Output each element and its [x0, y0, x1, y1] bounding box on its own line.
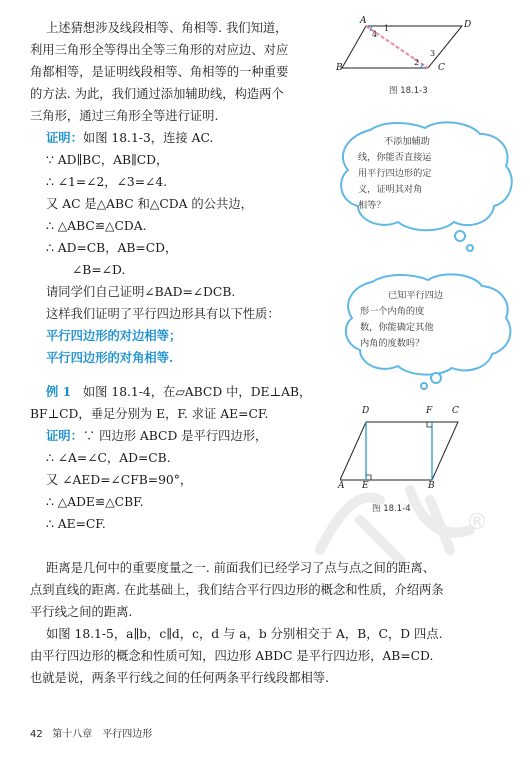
cloud1-line-1: 不添加辅助 — [384, 136, 430, 147]
fig2-caption: 图 18.1-4 — [372, 504, 411, 514]
proof1-line-2: ∴ ∠1=∠2，∠3=∠4. — [46, 175, 168, 189]
registered-mark: ® — [466, 510, 488, 535]
para-line-2: 点到直线的距离. 在此基础上，我们结合平行四边形的概念和性质，介绍两条 — [30, 583, 444, 597]
example-proof-0: ∵ 四边形 ABCD 是平行四边形， — [82, 429, 268, 443]
fig1-label-1: 1 — [384, 24, 390, 33]
proof1-line-0 — [46, 130, 213, 146]
fig1-label-A: A — [360, 16, 367, 26]
cloud2-line-2: 形一个内角的度 — [360, 306, 425, 317]
chapter-title: 第十八章 平行四边形 — [52, 729, 153, 740]
cloud2-line-3: 数，你能确定其他 — [360, 322, 434, 333]
proof1-line-7: 请同学们自己证明∠BAD=∠DCB. — [46, 285, 236, 299]
cloud2-line-1: 已知平行四边 — [388, 290, 444, 301]
intro-line-5: 三角形，通过三角形全等进行证明. — [30, 109, 219, 123]
fig2-label-D: D — [362, 406, 370, 416]
cloud1-line-2: 线，你能否直接运 — [358, 152, 432, 163]
proof1-line-4: ∴ △ABC≌△CDA. — [46, 219, 147, 233]
para-line-6: 也就是说，两条平行线之间的任何两条平行线段都相等. — [30, 671, 330, 685]
cloud2-line-4: 内角的度数吗？ — [360, 338, 425, 349]
example-head: 例 1 — [46, 384, 72, 399]
intro-line-3: 角都相等，是证明线段相等、角相等的一种重要 — [30, 65, 289, 79]
fig1-label-B: B — [336, 63, 343, 73]
proof1-line-8: 这样我们证明了平行四边形具有以下性质： — [46, 307, 280, 321]
proof1-head: 证明： — [46, 130, 83, 145]
figure-18-1-3 — [336, 18, 476, 80]
cloud1-line-4: 义，证明其对角 — [358, 184, 423, 195]
property-opposite-angles: 平行四边形的对角相等. — [46, 350, 174, 365]
example-proof-1: ∴ ∠A=∠C，AD=CB. — [46, 451, 171, 465]
proof1-line-5: ∴ AD=CB，AB=CD， — [46, 241, 178, 255]
proof1-intro: 如图 18.1-3，连接 AC. — [82, 131, 214, 145]
proof1-line-1: ∵ AD∥BC，AB∥CD， — [46, 153, 169, 167]
fig1-label-C: C — [438, 63, 445, 73]
cloud1-line-5: 相等？ — [358, 200, 386, 211]
para-line-5: 由平行四边形的概念和性质可知，四边形 ABDC 是平行四边形，AB=CD. — [30, 649, 434, 663]
example-proof-3: ∴ △ADE≌△CBF. — [46, 495, 144, 509]
fig2-label-E: E — [362, 481, 369, 491]
example-line-2: BF⊥CD，垂足分别为 E，F. 求证 AE=CF. — [30, 407, 269, 421]
cloud1-line-3: 用平行四边形的定 — [358, 168, 432, 179]
fig2-label-B: B — [428, 481, 435, 491]
page-footer — [30, 725, 152, 740]
property-opposite-sides: 平行四边形的对边相等； — [46, 328, 182, 343]
intro-line-1: 上述猜想涉及线段相等、角相等. 我们知道， — [46, 21, 288, 35]
proof1-line-3: 又 AC 是△ABC 和△CDA 的公共边， — [46, 197, 253, 211]
intro-line-2: 利用三角形全等得出全等三角形的对应边、对应 — [30, 43, 289, 57]
fig2-label-C: C — [452, 406, 459, 416]
example-statement-1: 如图 18.1-4，在▱ABCD 中，DE⊥AB， — [82, 385, 312, 399]
para-line-3: 平行线之间的距离. — [30, 605, 133, 619]
example-proof-head: 证明： — [46, 428, 83, 443]
intro-line-4: 的方法. 为此，我们通过添加辅助线，构造两个 — [30, 87, 284, 101]
example-proof-line-0 — [46, 428, 267, 444]
fig2-label-A: A — [338, 481, 345, 491]
page-number: 42 — [30, 729, 43, 740]
example-proof-4: ∴ AE=CF. — [46, 517, 106, 531]
fig1-label-3: 3 — [430, 49, 436, 58]
fig2-label-F: F — [426, 406, 433, 416]
fig1-label-D: D — [464, 20, 472, 30]
fig1-caption: 图 18.1-3 — [389, 86, 428, 96]
example-line-1 — [46, 384, 311, 400]
proof1-line-6: ∠B=∠D. — [72, 263, 126, 277]
fig1-label-4: 4 — [372, 30, 378, 39]
example-proof-2: 又 ∠AED=∠CFB=90°， — [46, 473, 193, 487]
para-line-4: 如图 18.1-5，a∥b，c∥d，c，d 与 a，b 分别相交于 A，B，C，D 四点. — [46, 627, 443, 641]
para-line-1: 距离是几何中的重要度量之一. 前面我们已经学习了点与点之间的距离、 — [46, 561, 436, 575]
fig1-label-2: 2 — [414, 58, 420, 67]
